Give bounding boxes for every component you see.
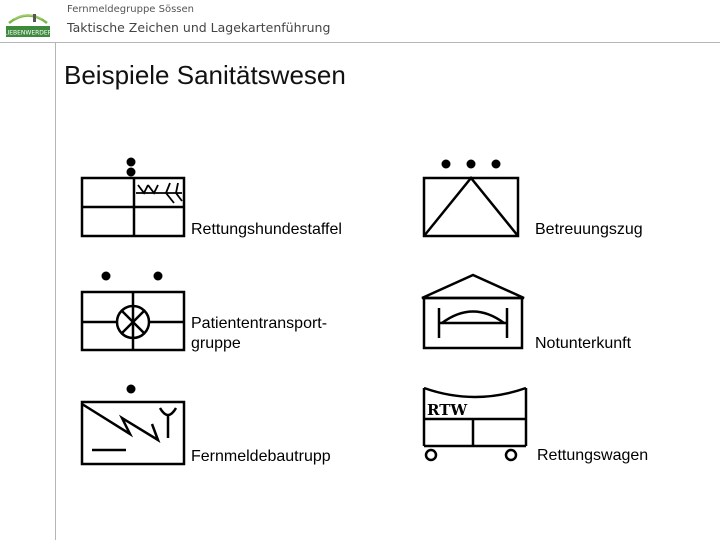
logo-lettering: LIEBENWERDER xyxy=(4,29,52,37)
slide-title: Beispiele Sanitätswesen xyxy=(64,60,346,90)
patient-transport-group-label xyxy=(191,314,327,354)
header-subtitle: Taktische Zeichen und Lagekartenführung xyxy=(67,20,331,35)
ambulance-rtw-text: RTW xyxy=(427,401,468,419)
care-platoon-label: Betreuungszug xyxy=(535,221,643,238)
organization-name: Fernmeldegruppe Sössen xyxy=(67,4,195,15)
care-platoon-symbol xyxy=(420,154,522,240)
label-line-2: gruppe xyxy=(191,335,241,352)
rescue-dog-squad-label: Rettungshundestaffel xyxy=(191,221,342,238)
ambulance-label: Rettungswagen xyxy=(537,447,649,464)
header-divider xyxy=(0,42,720,43)
rescue-dog-squad-symbol xyxy=(78,154,190,240)
telecom-construction-squad-label: Fernmeldebautrupp xyxy=(191,448,331,465)
emergency-shelter-label: Notunterkunft xyxy=(535,335,632,352)
left-divider xyxy=(55,42,56,540)
organization-logo xyxy=(4,6,52,40)
ambulance-symbol xyxy=(415,380,531,466)
label-line-1: Patiententransport- xyxy=(191,315,328,332)
telecom-construction-squad-symbol xyxy=(78,380,190,468)
emergency-shelter-symbol xyxy=(418,272,528,352)
patient-transport-group-symbol xyxy=(78,266,190,356)
